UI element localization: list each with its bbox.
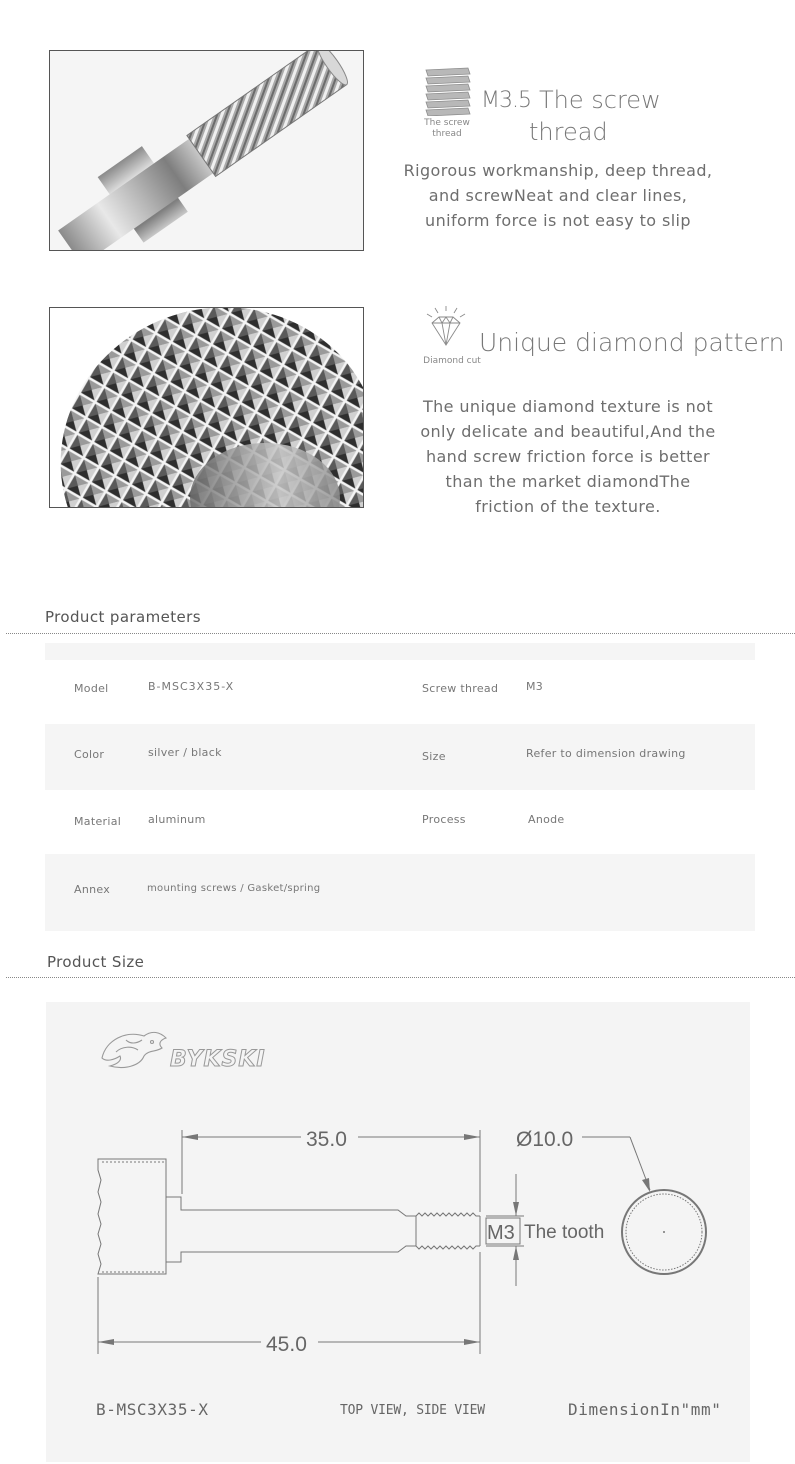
parameters-row-model (45, 660, 755, 724)
param-value: aluminum (148, 813, 206, 826)
parameters-row-annex (45, 854, 755, 931)
parameters-row-material (45, 790, 755, 854)
drawing-view-label: TOP VIEW, SIDE VIEW (340, 1403, 485, 1418)
param-label: Process (422, 813, 466, 826)
diamond-icon (424, 305, 468, 353)
parameters-title: Product parameters (45, 608, 201, 626)
diamond-title: Unique diamond pattern (479, 328, 785, 357)
dim-head-diameter: Ø10.0 (516, 1128, 574, 1151)
size-title: Product Size (47, 953, 145, 971)
thread-title-line2: thread (529, 118, 608, 146)
drawing-unit-label: DimensionIn"mm" (568, 1400, 722, 1419)
param-label: Annex (74, 883, 111, 896)
drawing-model: B-MSC3X35-X (96, 1400, 209, 1419)
dim-total-length: 45.0 (266, 1333, 307, 1356)
thread-title-prefix: M3.5 (481, 88, 531, 113)
param-label: Screw thread (422, 682, 499, 695)
dimension-lines (46, 1002, 750, 1462)
thread-spec-suffix: The tooth (524, 1222, 605, 1243)
screw-thread-icon-caption: The screw thread (424, 118, 470, 139)
thread-spec-label: M3 (487, 1222, 515, 1244)
param-value: Refer to dimension drawing (526, 747, 686, 760)
parameters-row-color (45, 724, 755, 790)
diamond-description: The unique diamond texture is not only delicate and beautiful,And the hand screw friction force is better than the market diamondThe friction of the texture. (420, 397, 716, 516)
param-value: Anode (528, 813, 565, 826)
param-label: Model (74, 682, 109, 695)
param-label: Size (422, 750, 446, 763)
thread-photo (49, 50, 364, 251)
param-value: B-MSC3X35-X (148, 680, 235, 693)
param-value: mounting screws / Gasket/spring (147, 883, 321, 894)
parameters-header-band (45, 643, 755, 660)
param-value: silver / black (148, 746, 222, 759)
param-value: M3 (526, 680, 544, 693)
brand-wordmark: BYKSKI (170, 1047, 266, 1072)
diamond-icon-caption: Diamond cut (423, 356, 481, 366)
thread-title-line1: The screw (539, 86, 661, 114)
size-divider (6, 977, 795, 978)
dimension-drawing (46, 1002, 750, 1462)
parameters-divider (6, 633, 795, 634)
param-label: Material (74, 815, 122, 828)
thread-description: Rigorous workmanship, deep thread, and screwNeat and clear lines, uniform force is not easy to slip (403, 161, 713, 230)
screw-thread-icon (424, 66, 472, 116)
dim-shaft-length: 35.0 (306, 1128, 347, 1151)
param-label: Color (74, 748, 105, 761)
diamond-photo (49, 307, 364, 508)
